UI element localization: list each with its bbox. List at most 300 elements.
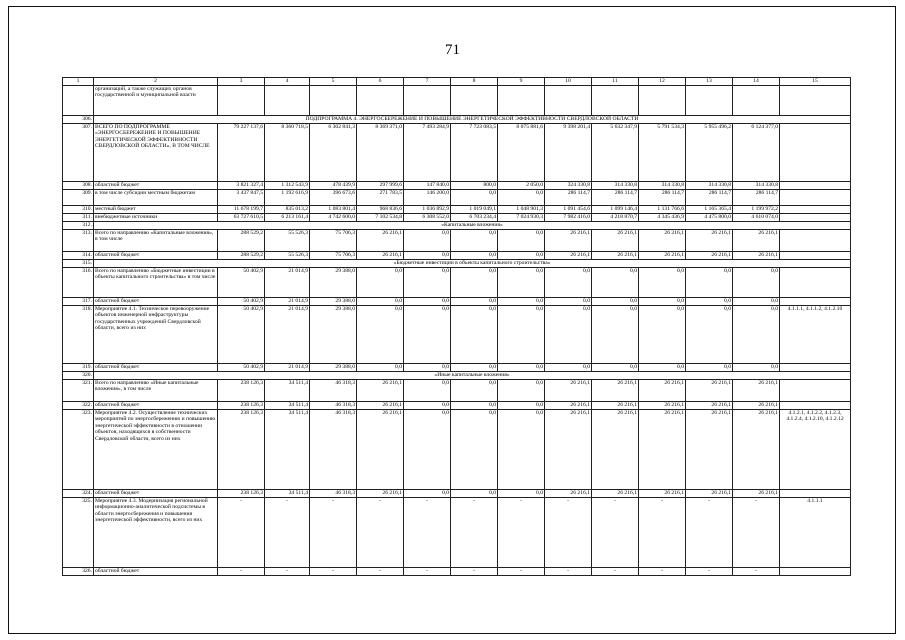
row-label: областной бюджет — [94, 298, 218, 306]
amount-cell: 50 402,9 — [218, 298, 265, 306]
amount-cell: 3 437 847,5 — [218, 190, 265, 206]
row-label: областной бюджет — [94, 182, 218, 190]
amount-cell: 6 703 234,4 — [451, 214, 498, 222]
amount-cell: - — [310, 498, 357, 568]
header-cell: 3 — [218, 78, 265, 86]
amount-cell: - — [357, 568, 404, 576]
target-ref — [780, 190, 851, 206]
header-cell: 11 — [592, 78, 639, 86]
header-cell: 14 — [733, 78, 780, 86]
row-number: 307. — [63, 124, 94, 182]
amount-cell: 26 216,1 — [686, 380, 733, 402]
amount-cell: 29 388,0 — [310, 306, 357, 364]
header-cell: 1 — [63, 78, 94, 86]
amount-cell: 6 213 161,4 — [265, 214, 310, 222]
row-number: 325. — [63, 498, 94, 568]
amount-cell: 288 529,2 — [218, 230, 265, 252]
amount-cell: 6 308 552,0 — [404, 214, 451, 222]
header-cell: 2 — [94, 78, 218, 86]
amount-cell: 1 036 892,9 — [404, 206, 451, 214]
table-row — [63, 252, 851, 260]
target-ref — [780, 182, 851, 190]
amount-cell: 26 216,1 — [357, 380, 404, 402]
amount-cell: 0,0 — [545, 298, 592, 306]
amount-cell: - — [218, 568, 265, 576]
amount-cell: 286 114,7 — [545, 190, 592, 206]
amount-cell: 0,0 — [498, 402, 545, 410]
amount-cell: 26 216,1 — [357, 230, 404, 252]
target-ref — [780, 206, 851, 214]
header-cell: 6 — [357, 78, 404, 86]
amount-cell: 26 216,1 — [733, 230, 780, 252]
amount-cell: 288 529,2 — [218, 252, 265, 260]
amount-cell — [357, 86, 404, 116]
amount-cell: - — [545, 568, 592, 576]
amount-cell: 0,0 — [451, 490, 498, 498]
amount-cell: 3 821 327,4 — [218, 182, 265, 190]
row-number: 323. — [63, 410, 94, 490]
amount-cell: 0,0 — [404, 306, 451, 364]
amount-cell: 7 723 083,5 — [451, 124, 498, 182]
amount-cell: 835 013,2 — [265, 206, 310, 214]
row-label: областной бюджет — [94, 402, 218, 410]
amount-cell — [498, 86, 545, 116]
amount-cell: 297 999,6 — [357, 182, 404, 190]
amount-cell: 0,0 — [451, 268, 498, 298]
table-row — [63, 306, 851, 364]
amount-cell: 0,0 — [451, 298, 498, 306]
amount-cell: 26 216,1 — [686, 230, 733, 252]
row-number: 317. — [63, 298, 94, 306]
amount-cell: 0,0 — [404, 410, 451, 490]
amount-cell: 21 014,9 — [265, 306, 310, 364]
target-ref — [780, 86, 851, 116]
amount-cell: 1 165 365,4 — [686, 206, 733, 214]
target-ref — [780, 364, 851, 372]
row-label: Мероприятие 4.2. Осуществление технических мероприятий по энергосбережению и повышению энергетической эффективности в отношении объектов, находящихся в собственности Свердловской области, всего из них — [94, 410, 218, 490]
amount-cell: 0,0 — [451, 410, 498, 490]
amount-cell: 286 114,7 — [686, 190, 733, 206]
amount-cell: 4 218 870,7 — [592, 214, 639, 222]
amount-cell: 4 610 074,0 — [733, 214, 780, 222]
amount-cell: 50 402,9 — [218, 306, 265, 364]
table-row — [63, 298, 851, 306]
amount-cell: 0,0 — [498, 410, 545, 490]
amount-cell: 4 742 600,0 — [310, 214, 357, 222]
amount-cell: 0,0 — [451, 230, 498, 252]
target-ref — [780, 568, 851, 576]
amount-cell: 0,0 — [545, 364, 592, 372]
amount-cell: 1 083 801,4 — [310, 206, 357, 214]
amount-cell: 238 126,3 — [218, 402, 265, 410]
amount-cell: 0,0 — [357, 298, 404, 306]
header-cell: 8 — [451, 78, 498, 86]
amount-cell: - — [451, 498, 498, 568]
amount-cell: 5 955 496,2 — [686, 124, 733, 182]
amount-cell: 5 632 347,9 — [592, 124, 639, 182]
row-label: областной бюджет — [94, 568, 218, 576]
row-label: в том числе субсидии местным бюджетам — [94, 190, 218, 206]
amount-cell: 50 402,9 — [218, 364, 265, 372]
amount-cell: 8 075 881,6 — [498, 124, 545, 182]
row-label: областной бюджет — [94, 252, 218, 260]
amount-cell: 26 216,1 — [592, 402, 639, 410]
amount-cell: 0,0 — [451, 380, 498, 402]
amount-cell: 26 216,1 — [545, 410, 592, 490]
amount-cell: 0,0 — [733, 298, 780, 306]
section-row — [63, 222, 851, 230]
amount-cell: - — [592, 568, 639, 576]
amount-cell — [686, 86, 733, 116]
amount-cell: 26 216,1 — [545, 380, 592, 402]
amount-cell: 8 369 371,0 — [357, 124, 404, 182]
amount-cell: 55 526,3 — [265, 230, 310, 252]
row-label: организаций, а также служащих органов государственной и муниципальной власти — [94, 86, 218, 116]
amount-cell: 147 840,0 — [404, 182, 451, 190]
amount-cell: 26 216,1 — [686, 490, 733, 498]
section-title: «Иные капитальные вложения» — [94, 372, 851, 380]
header-cell: 7 — [404, 78, 451, 86]
amount-cell: - — [357, 498, 404, 568]
amount-cell: - — [639, 498, 686, 568]
row-number: 321. — [63, 380, 94, 402]
amount-cell: 26 216,1 — [357, 402, 404, 410]
amount-cell: - — [404, 498, 451, 568]
amount-cell: 11 678 199,7 — [218, 206, 265, 214]
amount-cell: 26 216,1 — [357, 410, 404, 490]
amount-cell: 0,0 — [404, 380, 451, 402]
amount-cell: 0,0 — [357, 364, 404, 372]
row-number: 311. — [63, 214, 94, 222]
amount-cell: 6 124 377,0 — [733, 124, 780, 182]
amount-cell: 0,0 — [686, 306, 733, 364]
table-row — [63, 410, 851, 490]
amount-cell: 26 216,1 — [639, 490, 686, 498]
amount-cell: 0,0 — [686, 364, 733, 372]
amount-cell: - — [218, 498, 265, 568]
amount-cell: 26 216,1 — [639, 252, 686, 260]
amount-cell: 0,0 — [639, 306, 686, 364]
amount-cell: 26 216,1 — [545, 230, 592, 252]
amount-cell: 0,0 — [404, 402, 451, 410]
amount-cell: 26 216,1 — [733, 402, 780, 410]
amount-cell: 75 706,3 — [310, 230, 357, 252]
target-ref — [780, 490, 851, 498]
amount-cell: 26 216,1 — [592, 410, 639, 490]
amount-cell: 286 114,7 — [639, 190, 686, 206]
section-title: «Капитальные вложения» — [94, 222, 851, 230]
row-label: Всего по направлению «Бюджетные инвестиции в объекты капитального строительства» в том числе — [94, 268, 218, 298]
amount-cell: 9 398 201,4 — [545, 124, 592, 182]
amount-cell — [451, 86, 498, 116]
table-row — [63, 498, 851, 568]
amount-cell: 0,0 — [404, 364, 451, 372]
amount-cell: 0,0 — [498, 490, 545, 498]
section-title: ПОДПРОГРАММА 4. ЭНЕРГОСБЕРЕЖЕНИЕ И ПОВЫШЕНИЕ ЭНЕРГЕТИЧЕСКОЙ ЭФФЕКТИВНОСТИ СВЕРДЛОВСКОЙ ОБЛАСТИ — [94, 116, 851, 124]
amount-cell: 0,0 — [733, 364, 780, 372]
amount-cell: 0,0 — [498, 306, 545, 364]
amount-cell: 46 318,3 — [310, 490, 357, 498]
row-number: 314. — [63, 252, 94, 260]
section-row — [63, 260, 851, 268]
header-row — [63, 78, 851, 86]
amount-cell: 46 318,3 — [310, 410, 357, 490]
amount-cell: 26 216,1 — [545, 402, 592, 410]
amount-cell: 0,0 — [639, 364, 686, 372]
table-row — [63, 190, 851, 206]
table-row — [63, 230, 851, 252]
amount-cell: 0,0 — [451, 190, 498, 206]
amount-cell: 0,0 — [733, 268, 780, 298]
target-ref — [780, 380, 851, 402]
amount-cell: 0,0 — [592, 268, 639, 298]
target-ref — [780, 402, 851, 410]
amount-cell: 26 216,1 — [592, 252, 639, 260]
table-row — [63, 86, 851, 116]
target-ref: 4.1.2.1, 4.1.2.2, 4.1.2.3, 4.1.2.4, 4.1.2.10, 4.1.2.12 — [780, 410, 851, 490]
amount-cell: 0,0 — [498, 298, 545, 306]
row-number: 308. — [63, 182, 94, 190]
amount-cell: 0,0 — [592, 364, 639, 372]
amount-cell — [404, 86, 451, 116]
amount-cell: 0,0 — [357, 268, 404, 298]
amount-cell: - — [265, 498, 310, 568]
amount-cell: 314 330,8 — [686, 182, 733, 190]
amount-cell: 0,0 — [404, 268, 451, 298]
amount-cell: 324 330,8 — [545, 182, 592, 190]
amount-cell: 50 402,9 — [218, 268, 265, 298]
target-ref — [780, 230, 851, 252]
amount-cell: 1 048 901,3 — [498, 206, 545, 214]
amount-cell: 0,0 — [686, 298, 733, 306]
header-cell: 10 — [545, 78, 592, 86]
amount-cell: 271 783,5 — [357, 190, 404, 206]
row-number: 309. — [63, 190, 94, 206]
amount-cell: 34 511,4 — [265, 402, 310, 410]
amount-cell: 63 727 610,5 — [218, 214, 265, 222]
amount-cell: 26 216,1 — [592, 380, 639, 402]
amount-cell: 238 126,3 — [218, 490, 265, 498]
amount-cell: 396 673,6 — [310, 190, 357, 206]
amount-cell: 1 091 454,6 — [545, 206, 592, 214]
table-row — [63, 402, 851, 410]
amount-cell: 46 318,3 — [310, 402, 357, 410]
section-title: «Бюджетные инвестиции в объекты капитального строительства» — [94, 260, 851, 268]
amount-cell: 26 216,1 — [639, 380, 686, 402]
amount-cell: 478 439,9 — [310, 182, 357, 190]
amount-cell: 1 192 616,9 — [265, 190, 310, 206]
amount-cell: 34 511,4 — [265, 490, 310, 498]
amount-cell: 0,0 — [498, 230, 545, 252]
amount-cell: 0,0 — [451, 306, 498, 364]
table-row — [63, 206, 851, 214]
amount-cell: 314 330,8 — [733, 182, 780, 190]
amount-cell: 26 216,1 — [733, 252, 780, 260]
header-cell: 15 — [780, 78, 851, 86]
amount-cell: 0,0 — [498, 190, 545, 206]
row-number: 324. — [63, 490, 94, 498]
amount-cell: 26 216,1 — [592, 230, 639, 252]
amount-cell: 0,0 — [592, 298, 639, 306]
amount-cell: 2 050,0 — [498, 182, 545, 190]
amount-cell: 286 114,7 — [592, 190, 639, 206]
amount-cell: 0,0 — [686, 268, 733, 298]
row-label: Всего по направлению «Иные капитальные вложения», в том числе — [94, 380, 218, 402]
amount-cell: 4 475 800,0 — [686, 214, 733, 222]
amount-cell: 0,0 — [498, 252, 545, 260]
row-number — [63, 86, 94, 116]
row-label: ВСЕГО ПО ПОДПРОГРАММЕ «ЭНЕРГОСБЕРЕЖЕНИЕ И ПОВЫШЕНИЕ ЭНЕРГЕТИЧЕСКОЙ ЭФФЕКТИВНОСТИ СВЕРДЛОВСКОЙ ОБЛАСТИ», В ТОМ ЧИСЛЕ — [94, 124, 218, 182]
amount-cell: 0,0 — [451, 252, 498, 260]
header-cell: 4 — [265, 78, 310, 86]
amount-cell: 800,0 — [451, 182, 498, 190]
amount-cell: 0,0 — [404, 230, 451, 252]
amount-cell: 8 360 718,5 — [265, 124, 310, 182]
amount-cell: 26 216,1 — [357, 252, 404, 260]
amount-cell: - — [592, 498, 639, 568]
amount-cell: 29 388,0 — [310, 268, 357, 298]
amount-cell: 286 114,7 — [733, 190, 780, 206]
amount-cell: 0,0 — [404, 252, 451, 260]
amount-cell: 79 227 137,6 — [218, 124, 265, 182]
amount-cell: 26 216,1 — [733, 490, 780, 498]
amount-cell: 26 216,1 — [686, 252, 733, 260]
amount-cell: 26 216,1 — [545, 490, 592, 498]
amount-cell — [592, 86, 639, 116]
row-number: 310. — [63, 206, 94, 214]
amount-cell: 7 024 930,3 — [498, 214, 545, 222]
row-label: Мероприятие 4.1. Техническое перевооружение объектов инженерной инфраструктуры государственных учреждений Свердловской области, всего из них — [94, 306, 218, 364]
amount-cell: - — [545, 498, 592, 568]
table-row — [63, 490, 851, 498]
amount-cell: 26 216,1 — [733, 380, 780, 402]
table-row — [63, 182, 851, 190]
amount-cell: 238 126,3 — [218, 380, 265, 402]
amount-cell: 1 131 766,6 — [639, 206, 686, 214]
amount-cell: 314 330,8 — [639, 182, 686, 190]
amount-cell: 0,0 — [404, 490, 451, 498]
amount-cell: 26 216,1 — [639, 230, 686, 252]
amount-cell: 7 493 284,9 — [404, 124, 451, 182]
target-ref — [780, 214, 851, 222]
amount-cell: 46 318,3 — [310, 380, 357, 402]
amount-cell — [265, 86, 310, 116]
amount-cell — [733, 86, 780, 116]
row-number: 316. — [63, 268, 94, 298]
amount-cell: 29 388,0 — [310, 298, 357, 306]
page-number: 71 — [445, 42, 460, 58]
amount-cell: 26 216,1 — [733, 410, 780, 490]
target-ref: 4.1.1.1, 4.1.1.2, 4.1.2.10 — [780, 306, 851, 364]
amount-cell: 21 014,9 — [265, 268, 310, 298]
amount-cell: 75 706,3 — [310, 252, 357, 260]
header-cell: 13 — [686, 78, 733, 86]
row-number: 315. — [63, 260, 94, 268]
amount-cell: 1 019 049,1 — [451, 206, 498, 214]
amount-cell: 5 791 534,3 — [639, 124, 686, 182]
amount-cell — [310, 86, 357, 116]
amount-cell: - — [451, 568, 498, 576]
amount-cell: - — [686, 568, 733, 576]
row-label: местный бюджет — [94, 206, 218, 214]
amount-cell: 0,0 — [498, 380, 545, 402]
amount-cell: 29 388,0 — [310, 364, 357, 372]
amount-cell: 1 099 146,4 — [592, 206, 639, 214]
amount-cell: 0,0 — [545, 268, 592, 298]
target-ref — [780, 124, 851, 182]
amount-cell: 4 345 436,9 — [639, 214, 686, 222]
row-number: 319. — [63, 364, 94, 372]
amount-cell: - — [498, 498, 545, 568]
amount-cell: 55 526,3 — [265, 252, 310, 260]
amount-cell: 0,0 — [545, 306, 592, 364]
amount-cell: 0,0 — [733, 306, 780, 364]
row-label: Всего по направлению «Капитальные вложения», в том числе — [94, 230, 218, 252]
budget-table — [62, 77, 851, 576]
row-label: областной бюджет — [94, 490, 218, 498]
row-number: 326. — [63, 568, 94, 576]
row-number: 318. — [63, 306, 94, 364]
table-row — [63, 268, 851, 298]
row-label: областной бюджет — [94, 364, 218, 372]
amount-cell: - — [639, 568, 686, 576]
amount-cell: 0,0 — [498, 268, 545, 298]
amount-cell: - — [733, 568, 780, 576]
amount-cell: - — [733, 498, 780, 568]
amount-cell: 26 216,1 — [686, 410, 733, 490]
target-ref — [780, 252, 851, 260]
amount-cell: 1 312 543,9 — [265, 182, 310, 190]
amount-cell: 26 216,1 — [545, 252, 592, 260]
amount-cell: 34 511,4 — [265, 380, 310, 402]
target-ref — [780, 298, 851, 306]
amount-cell: 1 199 972,2 — [733, 206, 780, 214]
amount-cell — [218, 86, 265, 116]
row-label: внебюджетные источники — [94, 214, 218, 222]
amount-cell: 0,0 — [357, 306, 404, 364]
amount-cell: 21 014,9 — [265, 298, 310, 306]
section-row — [63, 116, 851, 124]
amount-cell: 26 216,1 — [639, 410, 686, 490]
amount-cell: - — [310, 568, 357, 576]
row-label: Мероприятие 4.3. Модернизация региональной информационно-аналитической подсистемы в области энергосбережения и повышения энергетической эффективности, всего из них — [94, 498, 218, 568]
amount-cell: - — [404, 568, 451, 576]
table-row — [63, 568, 851, 576]
amount-cell — [545, 86, 592, 116]
row-number: 313. — [63, 230, 94, 252]
amount-cell: 0,0 — [451, 364, 498, 372]
row-number: 312. — [63, 222, 94, 230]
amount-cell: 6 302 841,3 — [310, 124, 357, 182]
amount-cell: 7 982 416,0 — [545, 214, 592, 222]
row-number: 320. — [63, 372, 94, 380]
row-number: 306. — [63, 116, 94, 124]
amount-cell: 26 216,1 — [357, 490, 404, 498]
amount-cell: 26 216,1 — [639, 402, 686, 410]
amount-cell: 238 126,3 — [218, 410, 265, 490]
amount-cell: 0,0 — [592, 306, 639, 364]
table-row — [63, 380, 851, 402]
amount-cell: 0,0 — [451, 402, 498, 410]
table-row — [63, 364, 851, 372]
amount-cell: 146 200,0 — [404, 190, 451, 206]
target-ref: 4.1.1.1 — [780, 498, 851, 568]
row-number: 322. — [63, 402, 94, 410]
amount-cell: 26 216,1 — [686, 402, 733, 410]
amount-cell: 968 836,6 — [357, 206, 404, 214]
section-row — [63, 372, 851, 380]
amount-cell: 0,0 — [498, 364, 545, 372]
